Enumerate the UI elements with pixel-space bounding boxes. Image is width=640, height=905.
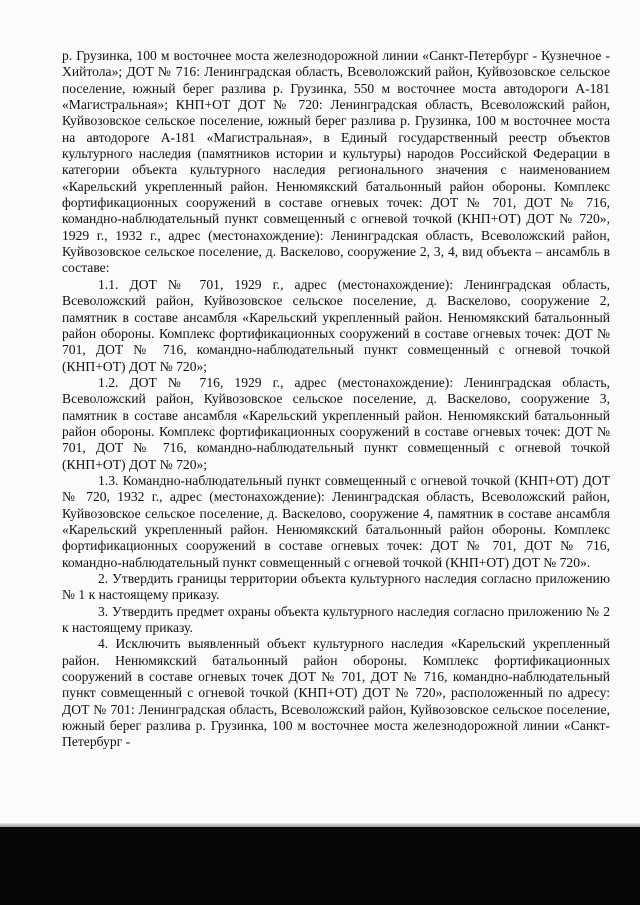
paragraph-item-3: 3. Утвердить предмет охраны объекта культурного наследия согласно приложению № 2 к настоящему приказу. xyxy=(62,603,610,636)
paragraph-item-2: 2. Утвердить границы территории объекта культурного наследия согласно приложению № 1 к настоящему приказу. xyxy=(62,571,610,603)
paragraph-item-1-2: 1.2. ДОТ № 716, 1929 г., адрес (местонахождение): Ленинградская область, Всеволожский район, Куйвозовское сельское поселение, д. Васкелово, сооружение 3, памятник в составе ансамбля «Карельский укрепленный район. Ненюмякский батальонный район обороны. Комплекс фортификационных сооружений в составе огневых точек: ДОТ № 701, ДОТ № 716, командно-наблюдательный пункт совмещенный с огневой точкой (КНП+ОТ) ДОТ № 720»; xyxy=(62,374,610,472)
paragraph-continuation: р. Грузинка, 100 м восточнее моста железнодорожной линии «Санкт-Петербург - Кузнечное - Хийтола»; ДОТ № 716: Ленинградская область, Всеволожский район, Куйвозовское сельское поселение, южный берег разлива р. Грузинка, 550 м восточнее моста автодороги А-181 «Магистральная»; КНП+ОТ ДОТ № 720: Ленинградская область, Всеволожский район, Куйвозовское сельское поселение, южный берег разлива р. Грузинка, 100 м восточнее моста на автодороге А-181 «Магистральная», в Единый государственный реестр объектов культурного наследия (памятников истории и культуры) народов Российской Федерации в категории объекта культурного наследия регионального значения с наименованием «Карельский укрепленный район. Ненюмякский батальонный район обороны. Комплекс фортификационных сооружений в составе огневых точек: ДОТ № 701, ДОТ № 716, командно-наблюдательный пункт совмещенный с огневой точкой (КНП+ОТ) ДОТ № 720», 1929 г., 1932 г., адрес (местонахождение): Ленинградская область, Всеволожский район, Куйвозовское сельское поселение, д. Васкелово, сооружение 2, 3, 4, вид объекта – ансамбль в составе: xyxy=(62,48,610,276)
paragraph-item-1-3: 1.3. Командно-наблюдательный пункт совмещенный с огневой точкой (КНП+ОТ) ДОТ № 720, 1932 г., адрес (местонахождение): Ленинградская область, Всеволожский район, Куйвозовское сельское поселение, д. Васкелово, сооружение 4, памятник в составе ансамбля «Карельский укрепленный район. Ненюмякский батальонный район обороны. Комплекс фортификационных сооружений в составе огневых точек: ДОТ № 701, ДОТ № 716, командно-наблюдательный пункт совмещенный с огневой точкой (КНП+ОТ) ДОТ № 720». xyxy=(62,472,610,570)
paragraph-item-4: 4. Исключить выявленный объект культурного наследия «Карельский укрепленный район. Ненюмякский батальонный район обороны. Комплекс фортификационных сооружений в составе огневых точек ДОТ № 701, ДОТ № 716, командно-наблюдательный пункт совмещенный с огневой точкой (КНП+ОТ) ДОТ № 720», расположенный по адресу: ДОТ № 701: Ленинградская область, Всеволожский район, Куйвозовское сельское поселение, южный берег разлива р. Грузинка, 100 м восточнее моста железнодорожной линии «Санкт-Петербург - xyxy=(62,636,610,750)
scan-bottom-border xyxy=(0,827,640,905)
paragraph-item-1-1: 1.1. ДОТ № 701, 1929 г., адрес (местонахождение): Ленинградская область, Всеволожский район, Куйвозовское сельское поселение, д. Васкелово, сооружение 2, памятник в составе ансамбля «Карельский укрепленный район. Ненюмякский батальонный район обороны. Комплекс фортификационных сооружений в составе огневых точек: ДОТ № 701, ДОТ № 716, командно-наблюдательный пункт совмещенный с огневой точкой (КНП+ОТ) ДОТ № 720»; xyxy=(62,276,610,374)
document-body xyxy=(62,48,610,751)
